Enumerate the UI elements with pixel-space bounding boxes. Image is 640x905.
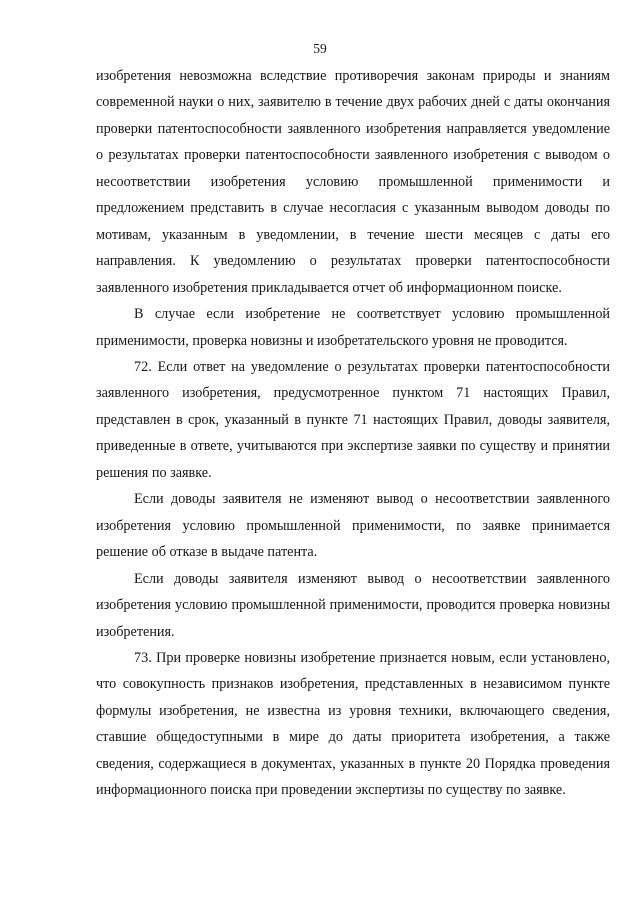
paragraph-continuation: изобретения невозможна вследствие противоречия законам природы и знаниям современной науки о них, заявителю в течение двух рабочих дней с даты окончания проверки патентоспособности заявленного изобретения направляется уведомление о результатах проверки патентоспособности заявленного изобретения с выводом о несоответствии изобретения условию промышленной применимости и предложением представить в случае несогласия с указанным выводом доводы по мотивам, указанным в уведомлении, в течение шести месяцев с даты его направления. К уведомлению о результатах проверки патентоспособности заявленного изобретения прикладывается отчет об информационном поиске.	[96, 68, 610, 296]
document-body	[96, 63, 610, 804]
paragraph-clause-73: 73. При проверке новизны изобретение признается новым, если установлено, что совокупность признаков изобретения, представленных в независимом пункте формулы изобретения, не известна из уровня техники, включающего сведения, ставшие общедоступными в мире до даты приоритета изобретения, а также сведения, содержащиеся в документах, указанных в пункте 20 Порядка проведения информационного поиска при проведении экспертизы по существу по заявке.	[96, 649, 610, 799]
paragraph: Если доводы заявителя изменяют вывод о несоответствии заявленного изобретения условию промышленной применимости, проводится проверка новизны изобретения.	[96, 570, 610, 640]
paragraph: В случае если изобретение не соответствует условию промышленной применимости, проверка новизны и изобретательского уровня не проводится.	[96, 306, 610, 349]
paragraph: Если доводы заявителя не изменяют вывод о несоответствии заявленного изобретения условию промышленной применимости, по заявке принимается решение об отказе в выдаче патента.	[96, 491, 610, 561]
paragraph-clause-72: 72. Если ответ на уведомление о результатах проверки патентоспособности заявленного изобретения, предусмотренное пунктом 71 настоящих Правил, представлен в срок, указанный в пункте 71 настоящих Правил, доводы заявителя, приведенные в ответе, учитываются при экспертизе заявки по существу и принятии решения по заявке.	[96, 358, 610, 481]
page-number: 59	[313, 41, 327, 56]
